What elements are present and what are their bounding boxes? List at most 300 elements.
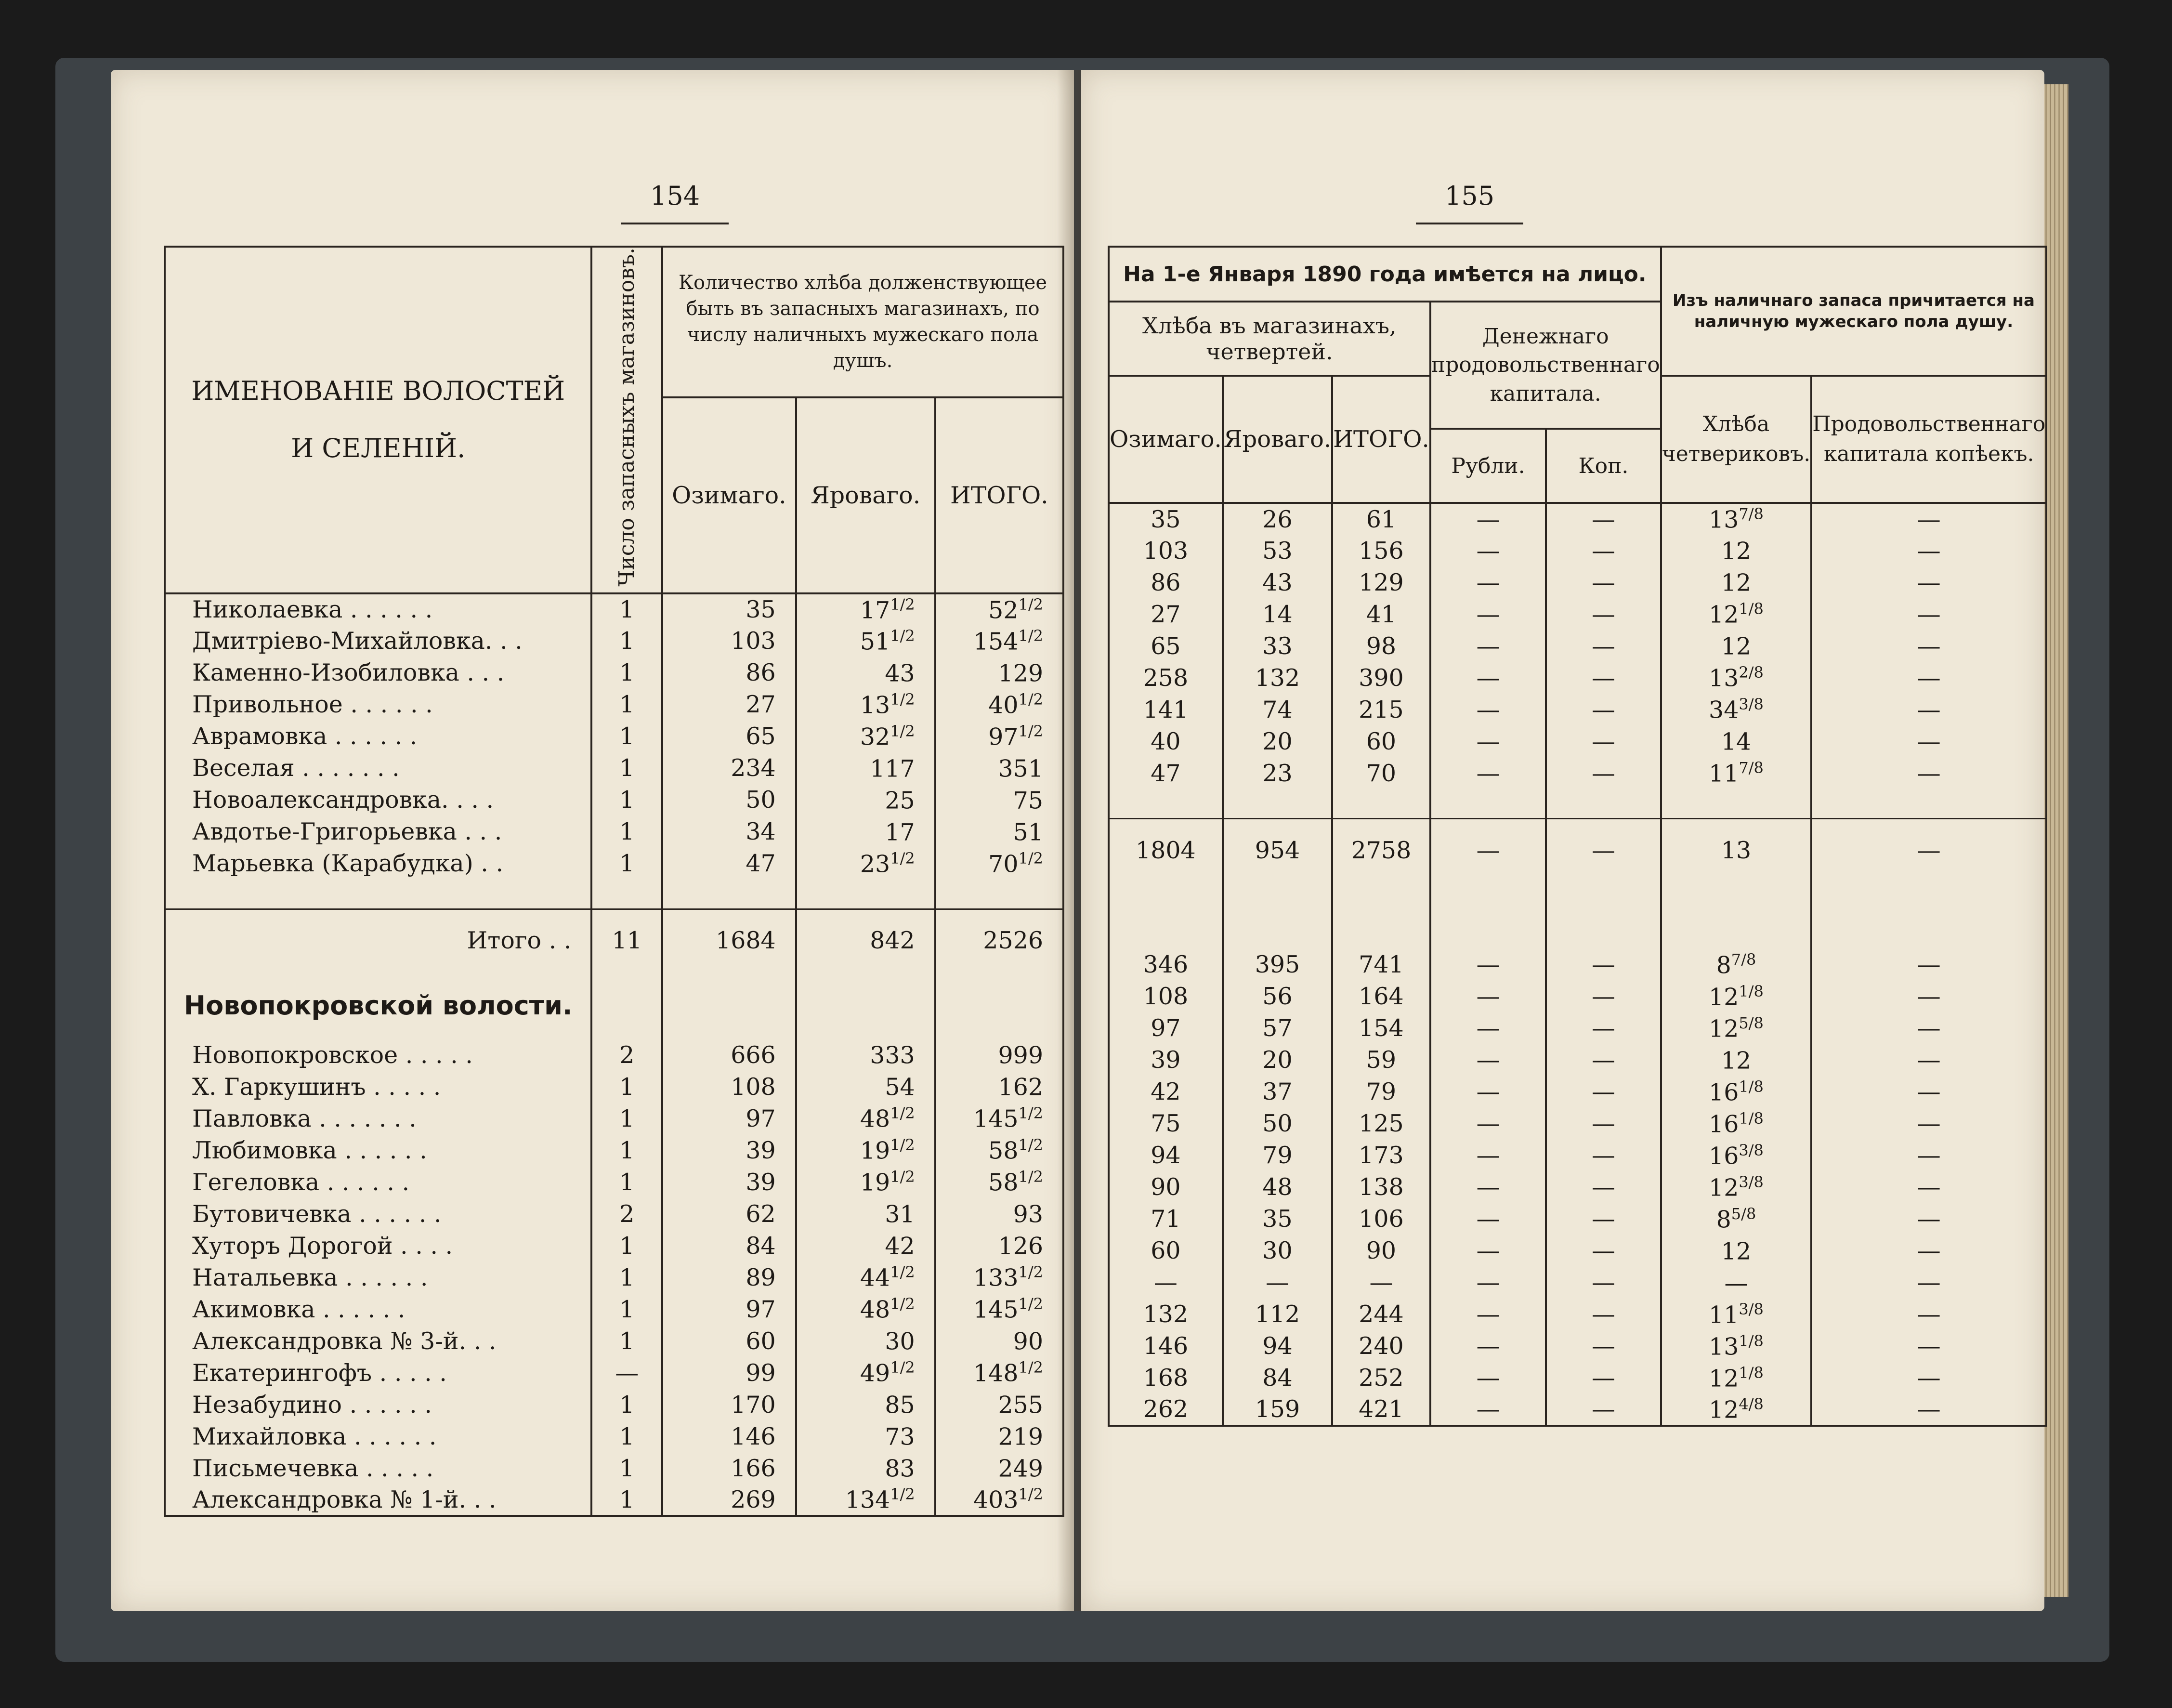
spring-on-hand-value: 94	[1262, 1332, 1293, 1360]
rubles-value: —	[1476, 983, 1500, 1010]
capital-per-soul	[1811, 566, 2046, 598]
capital-per-soul	[1811, 1140, 2046, 1171]
winter-on-hand	[1109, 1299, 1223, 1330]
total-on-hand-value: 79	[1366, 1078, 1397, 1105]
winter-on-hand-value: 60	[1151, 1237, 1181, 1264]
store-count	[591, 625, 662, 657]
village-name-value: Любимовка . . . . . .	[192, 1136, 427, 1164]
table-row	[1109, 630, 2046, 662]
spring-on-hand	[1223, 725, 1332, 757]
grain-per-soul-value: 12	[1709, 983, 1739, 1011]
table-row	[165, 1452, 1063, 1484]
kopecks-value: —	[1591, 1301, 1615, 1328]
capital-per-soul	[1811, 1299, 2046, 1330]
capital-per-soul	[1811, 949, 2046, 981]
spring-grain	[796, 1420, 935, 1452]
winter-grain	[662, 689, 796, 721]
table-row	[165, 1103, 1063, 1134]
winter-grain-value: 84	[746, 1232, 776, 1260]
rubles	[1430, 1108, 1546, 1140]
spring-grain-value: 333	[870, 1041, 915, 1069]
total-grain	[935, 816, 1063, 848]
grain-per-soul-value: 12	[1709, 1015, 1739, 1043]
winter-grain	[662, 1484, 796, 1516]
table-row	[1109, 566, 2046, 598]
spring-grain-value: 134	[845, 1486, 890, 1514]
village-name-value: Письмечевка . . . . .	[192, 1454, 434, 1482]
winter-on-hand	[1109, 1076, 1223, 1108]
kopecks	[1546, 503, 1661, 535]
total-grain-value: 58	[988, 1169, 1019, 1196]
store-count	[591, 1198, 662, 1230]
store-count-value: 1	[619, 596, 635, 624]
spring-on-hand-value: 26	[1262, 505, 1293, 533]
winter-grain-value: 50	[746, 786, 776, 814]
table-row	[165, 1357, 1063, 1389]
total-on-hand	[1332, 1076, 1430, 1108]
total-on-hand-value: 252	[1359, 1364, 1404, 1392]
r-total-cap: —	[1811, 819, 2046, 881]
grain-per-soul-fraction: 3/8	[1739, 1300, 1764, 1318]
names-header-line1: ИМЕНОВАНІЕ ВОЛОСТЕЙ	[191, 376, 565, 407]
table-row	[165, 721, 1063, 752]
rubles	[1430, 1012, 1546, 1044]
winter-on-hand	[1109, 725, 1223, 757]
total-on-hand-value: 173	[1359, 1142, 1404, 1169]
grain-per-soul-fraction: 1/8	[1739, 1331, 1764, 1350]
total-grain-value: 126	[998, 1232, 1043, 1260]
total-grain-fraction: 1/2	[1018, 849, 1043, 867]
rubles	[1430, 1076, 1546, 1108]
spring-grain	[796, 816, 935, 848]
store-count	[591, 1293, 662, 1325]
winter-on-hand-value: 258	[1143, 664, 1189, 692]
kopecks-value: —	[1591, 568, 1615, 596]
kopecks	[1546, 598, 1661, 630]
grain-per-soul-value: 14	[1721, 728, 1752, 756]
capital-per-soul	[1811, 1235, 2046, 1267]
total-on-hand-value: 125	[1359, 1110, 1404, 1137]
table-row	[1109, 1235, 2046, 1267]
kopecks-value: —	[1591, 1142, 1615, 1169]
rubles-value: —	[1476, 696, 1500, 723]
store-count-value: 1	[619, 1295, 635, 1323]
store-count	[591, 1484, 662, 1516]
total-on-hand	[1332, 1108, 1430, 1140]
grain-per-soul-value: 12	[1709, 1365, 1739, 1393]
store-count	[591, 1261, 662, 1293]
rubles	[1430, 1235, 1546, 1267]
winter-header: Озимаго.	[662, 397, 796, 593]
winter-on-hand	[1109, 566, 1223, 598]
grain-per-soul	[1661, 662, 1812, 694]
village-name	[165, 1230, 591, 1261]
total-count: 11	[591, 909, 662, 972]
store-count	[591, 1039, 662, 1071]
village-name	[165, 1420, 591, 1452]
store-count	[591, 752, 662, 784]
winter-grain	[662, 1420, 796, 1452]
rubles-value: —	[1476, 727, 1500, 755]
rubles-value: —	[1476, 1395, 1500, 1423]
village-name-value: Новоалександровка. . . .	[192, 786, 494, 814]
total-on-hand-value: 421	[1359, 1395, 1404, 1423]
winter-grain	[662, 1103, 796, 1134]
share-header: Изъ наличнаго запаса причитается на наличную мужескаго пола душу.	[1661, 247, 2047, 376]
store-count-value: 1	[619, 818, 635, 846]
table-row	[165, 784, 1063, 816]
total-on-hand-value: 61	[1366, 505, 1397, 533]
capital-per-soul-value: —	[1917, 1014, 1941, 1042]
village-name	[165, 848, 591, 880]
winter-grain	[662, 1230, 796, 1261]
village-name-value: Привольное . . . . . .	[192, 691, 433, 719]
store-count-value: 2	[619, 1200, 635, 1228]
right-table	[1108, 246, 2047, 1427]
village-name-value: Новопокровское . . . . .	[192, 1041, 473, 1069]
spring-grain-value: 44	[860, 1264, 890, 1292]
store-count-value: 1	[619, 1073, 635, 1101]
spring-grain	[796, 1230, 935, 1261]
total-grain	[935, 1420, 1063, 1452]
total-on-hand	[1332, 1267, 1430, 1299]
rubles	[1430, 662, 1546, 694]
grain-per-soul-value: 12	[1709, 1174, 1739, 1202]
store-count	[591, 721, 662, 752]
store-count-value: 1	[619, 1232, 635, 1260]
store-count-value: 1	[619, 754, 635, 782]
rubles-value: —	[1476, 1237, 1500, 1264]
spring-on-hand	[1223, 503, 1332, 535]
total-grain-value: 58	[988, 1137, 1019, 1165]
village-name	[165, 1389, 591, 1420]
winter-on-hand	[1109, 1394, 1223, 1426]
kopecks-value: —	[1591, 537, 1615, 565]
village-name-value: Александровка № 3-й. . .	[192, 1327, 497, 1355]
table-row	[165, 1230, 1063, 1261]
total-grain	[935, 1325, 1063, 1357]
spring-grain-value: 19	[860, 1169, 890, 1196]
winter-grain-value: 103	[731, 627, 776, 655]
spring-on-hand-value: 43	[1262, 568, 1293, 596]
village-name	[165, 1071, 591, 1103]
spring-on-hand-value: —	[1265, 1269, 1289, 1296]
spring-grain-fraction: 1/2	[890, 626, 915, 645]
winter-on-hand	[1109, 757, 1223, 789]
village-name	[165, 593, 591, 625]
grain-per-soul	[1661, 1140, 1812, 1171]
store-count-value: 1	[619, 723, 635, 750]
total-on-hand-value: 70	[1366, 759, 1397, 787]
spring-grain	[796, 1103, 935, 1134]
rubles-value: —	[1476, 1332, 1500, 1360]
total-grain-value: 162	[998, 1073, 1043, 1101]
grain-per-soul-value: 12	[1721, 632, 1752, 660]
grain-per-soul-fraction: 3/8	[1739, 1141, 1764, 1159]
winter-grain-value: 269	[731, 1485, 776, 1513]
store-count	[591, 848, 662, 880]
spring-grain	[796, 657, 935, 689]
total-on-hand-value: —	[1369, 1269, 1393, 1296]
table-row	[1109, 1140, 2046, 1171]
winter-on-hand-value: 75	[1151, 1110, 1181, 1137]
total-header: ИТОГО.	[935, 397, 1063, 593]
total-grain-fraction: 1/2	[1018, 722, 1043, 740]
page-number-right: 155	[1445, 181, 1495, 211]
kopecks-value: —	[1591, 1364, 1615, 1392]
winter-on-hand-value: 40	[1151, 727, 1181, 755]
grain-per-soul-value: 12	[1721, 1237, 1752, 1265]
spring-grain	[796, 1071, 935, 1103]
total-grain-value: 148	[973, 1359, 1019, 1387]
spring-on-hand	[1223, 1171, 1332, 1203]
total-on-hand	[1332, 1235, 1430, 1267]
capital-per-soul	[1811, 981, 2046, 1012]
spring-on-hand-value: 74	[1262, 696, 1293, 723]
winter-grain-value: 146	[731, 1422, 776, 1450]
total-grain-fraction: 1/2	[1018, 690, 1043, 709]
table-row	[165, 1484, 1063, 1516]
store-count-value: 1	[619, 1136, 635, 1164]
winter-grain	[662, 1293, 796, 1325]
kopecks	[1546, 1171, 1661, 1203]
spring-grain-fraction: 1/2	[890, 1168, 915, 1186]
grain-per-soul-fraction: 5/8	[1739, 1013, 1764, 1032]
store-count	[591, 1071, 662, 1103]
spring-grain-value: 42	[885, 1232, 915, 1260]
spring-grain	[796, 784, 935, 816]
spring-on-hand-value: 30	[1262, 1237, 1293, 1264]
spring-on-hand	[1223, 949, 1332, 981]
village-name-value: Александровка № 1-й. . .	[192, 1485, 497, 1513]
kopecks	[1546, 1235, 1661, 1267]
kopecks	[1546, 1330, 1661, 1362]
rubles-value: —	[1476, 1014, 1500, 1042]
rubles-value: —	[1476, 951, 1500, 978]
total-grain	[935, 1166, 1063, 1198]
total-on-hand	[1332, 630, 1430, 662]
spring-on-hand	[1223, 566, 1332, 598]
grain-per-soul-fraction: 3/8	[1739, 695, 1764, 714]
grain-per-soul-fraction: 1/8	[1739, 1363, 1764, 1382]
total-grain	[935, 1230, 1063, 1261]
total-grain	[935, 1452, 1063, 1484]
grain-per-soul-fraction: 3/8	[1739, 1172, 1764, 1191]
capital-per-soul	[1811, 1012, 2046, 1044]
total-grain-value: 351	[998, 755, 1043, 783]
total-on-hand-value: 154	[1359, 1014, 1404, 1042]
total-grain	[935, 689, 1063, 721]
spring-on-hand-value: 79	[1262, 1142, 1293, 1169]
r-total-kop: —	[1546, 819, 1661, 881]
table-row	[165, 1039, 1063, 1071]
grain-per-soul-value: 11	[1709, 1301, 1739, 1329]
total-on-hand	[1332, 1140, 1430, 1171]
winter-on-hand-value: 141	[1143, 696, 1189, 723]
winter-grain-value: 86	[746, 659, 776, 687]
winter-grain	[662, 721, 796, 752]
total-grain	[935, 1261, 1063, 1293]
total-grain-fraction: 1/2	[1018, 1168, 1043, 1186]
winter-on-hand	[1109, 535, 1223, 566]
total-grain	[935, 1071, 1063, 1103]
table-row	[1109, 694, 2046, 725]
total-grain-fraction: 1/2	[1018, 626, 1043, 645]
kopecks-value: —	[1591, 1332, 1615, 1360]
spring-on-hand	[1223, 598, 1332, 630]
winter-grain	[662, 1357, 796, 1389]
left-total-row	[165, 909, 1063, 972]
capital-per-soul-value: —	[1917, 1046, 1941, 1074]
capital-per-soul	[1811, 1267, 2046, 1299]
capital-per-soul	[1811, 694, 2046, 725]
store-count-value: 1	[619, 786, 635, 814]
left-table	[164, 246, 1064, 1517]
rubles	[1430, 1394, 1546, 1426]
capital-per-soul	[1811, 757, 2046, 789]
table-row	[1109, 949, 2046, 981]
spring-grain-value: 31	[885, 1200, 915, 1228]
grain-per-soul-value: 12	[1721, 569, 1752, 597]
kopecks-value: —	[1591, 759, 1615, 787]
store-count	[591, 1230, 662, 1261]
store-count-value: 1	[619, 1391, 635, 1419]
winter-grain	[662, 784, 796, 816]
table-row	[1109, 535, 2046, 566]
total-grain	[935, 1039, 1063, 1071]
winter-grain	[662, 1325, 796, 1357]
winter-grain-value: 65	[746, 723, 776, 750]
spring-on-hand	[1223, 1076, 1332, 1108]
kopecks-value: —	[1591, 1014, 1615, 1042]
grain-per-soul-value: 34	[1709, 696, 1739, 724]
winter-on-hand-value: 146	[1143, 1332, 1189, 1360]
capital-per-soul	[1811, 535, 2046, 566]
total-spring: 842	[796, 909, 935, 972]
grain-per-soul-fraction: 1/8	[1739, 1109, 1764, 1128]
rubles-value: —	[1476, 664, 1500, 692]
spring-grain	[796, 1484, 935, 1516]
total-grain-fraction: 1/2	[1018, 595, 1043, 614]
winter-on-hand	[1109, 662, 1223, 694]
total-on-hand	[1332, 1203, 1430, 1235]
spring-grain-fraction: 1/2	[890, 722, 915, 740]
grain-per-soul	[1661, 1171, 1812, 1203]
grain-per-soul	[1661, 503, 1812, 535]
total-on-hand	[1332, 725, 1430, 757]
r-total-total: 2758	[1332, 819, 1430, 881]
kopecks-value: —	[1591, 1205, 1615, 1233]
names-header-line2: И СЕЛЕНІЙ.	[291, 433, 466, 463]
total-grain-value: 75	[1013, 787, 1043, 815]
grain-per-soul	[1661, 1044, 1812, 1076]
rubles	[1430, 694, 1546, 725]
village-name	[165, 689, 591, 721]
store-count-value: 1	[619, 1327, 635, 1355]
village-name-value: Незабудино . . . . . .	[192, 1391, 432, 1419]
grain-per-soul-value: 8	[1716, 951, 1731, 979]
total-grain-value: 255	[998, 1391, 1043, 1419]
spring-header: Яроваго.	[796, 397, 935, 593]
spring-on-hand-value: 57	[1262, 1014, 1293, 1042]
spring-grain-value: 49	[860, 1359, 890, 1387]
total-on-hand	[1332, 1012, 1430, 1044]
spring-grain-value: 48	[860, 1105, 890, 1133]
stores-count-label: Число запасныхъ магазиновъ.	[615, 248, 640, 587]
rubles-value: —	[1476, 1205, 1500, 1233]
kopecks-value: —	[1591, 600, 1615, 628]
grain-per-soul-value: 13	[1709, 506, 1739, 534]
kopecks	[1546, 757, 1661, 789]
winter-on-hand-value: 97	[1151, 1014, 1181, 1042]
village-name-value: Авдотье-Григорьевка . . .	[192, 818, 502, 846]
right-rows-b	[1109, 949, 2046, 1426]
spring-grain	[796, 1325, 935, 1357]
grain-per-soul-value: 11	[1709, 760, 1739, 788]
total-grain-fraction: 1/2	[1018, 1263, 1043, 1282]
table-row	[165, 1134, 1063, 1166]
store-count	[591, 657, 662, 689]
table-row	[165, 1325, 1063, 1357]
spring-on-hand-value: 112	[1255, 1301, 1300, 1328]
total-total: 2526	[935, 909, 1063, 972]
kopecks-header: Коп.	[1546, 429, 1661, 503]
total-grain-value: 145	[973, 1296, 1019, 1324]
kopecks	[1546, 535, 1661, 566]
rubles	[1430, 503, 1546, 535]
village-name-value: Аврамовка . . . . . .	[192, 723, 418, 750]
total-on-hand-value: 60	[1366, 727, 1397, 755]
winter-on-hand	[1109, 1235, 1223, 1267]
store-count	[591, 1134, 662, 1166]
winter-on-hand	[1109, 630, 1223, 662]
rubles-value: —	[1476, 537, 1500, 565]
capital-per-soul-value: —	[1917, 727, 1941, 755]
table-row	[1109, 1171, 2046, 1203]
capital-per-soul-value: —	[1917, 1173, 1941, 1201]
table-row	[165, 1166, 1063, 1198]
winter-on-hand-value: 132	[1143, 1301, 1189, 1328]
total-grain-value: 90	[1013, 1327, 1043, 1355]
grain-per-soul-value: 13	[1709, 1333, 1739, 1361]
kopecks-value: —	[1591, 1269, 1615, 1296]
kopecks	[1546, 1076, 1661, 1108]
winter-grain	[662, 1039, 796, 1071]
grain-per-soul	[1661, 981, 1812, 1012]
winter-on-hand	[1109, 949, 1223, 981]
winter-on-hand-value: 86	[1151, 568, 1181, 596]
store-count-value: 1	[619, 1104, 635, 1132]
grain-per-soul	[1661, 566, 1812, 598]
village-name	[165, 1325, 591, 1357]
total-grain-value: 52	[988, 596, 1019, 624]
total-grain	[935, 1484, 1063, 1516]
village-name	[165, 816, 591, 848]
table-row	[165, 625, 1063, 657]
winter-grain-value: 666	[731, 1041, 776, 1069]
table-row	[165, 1198, 1063, 1230]
total-grain	[935, 1293, 1063, 1325]
total-grain-value: 51	[1013, 818, 1043, 846]
spring-on-hand-value: 48	[1262, 1173, 1293, 1201]
winter-on-hand-value: 346	[1143, 951, 1189, 978]
grain-per-soul	[1661, 1108, 1812, 1140]
grain-per-soul-fraction: 5/8	[1731, 1204, 1756, 1223]
table-row	[1109, 1299, 2046, 1330]
total-on-hand	[1332, 757, 1430, 789]
rubles	[1430, 1140, 1546, 1171]
spring-grain-value: 19	[860, 1137, 890, 1165]
